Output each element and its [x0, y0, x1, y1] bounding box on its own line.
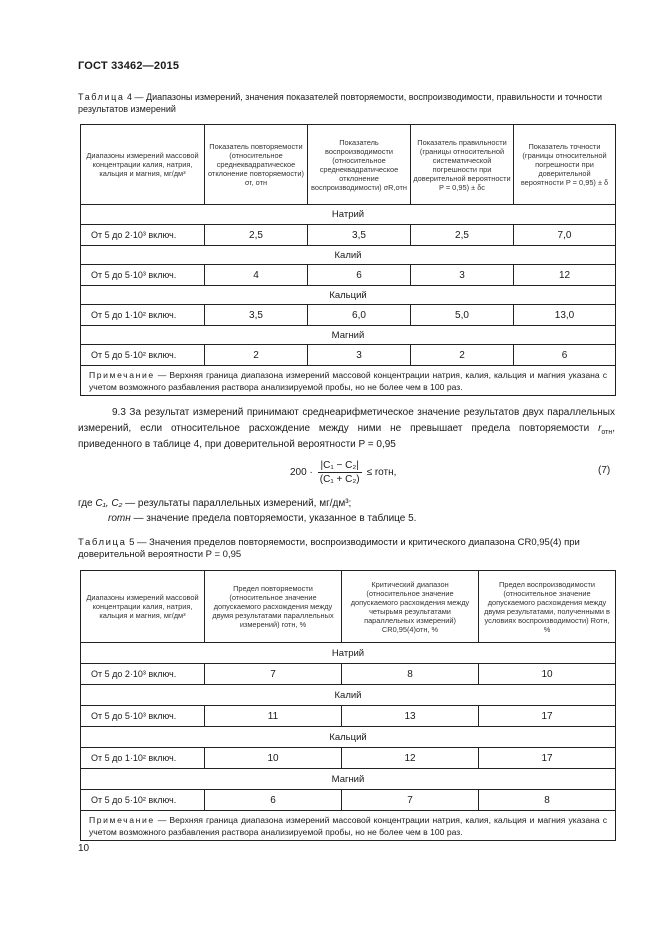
table5-note — [81, 811, 616, 841]
table4-note-text: — Верхняя граница диапазона измерений массовой концентрации натрия, калия, кальция и магния указана с учетом возможного разбавления раствора анализируемой пробы, но не более чем в 100 раз. — [89, 369, 607, 392]
table4-col-reproducibility: Показатель воспроизводимости (относительное среднеквадратическое отклонение воспроизводимости) σR,отн — [308, 125, 411, 205]
table5-cell: 11 — [205, 706, 342, 727]
table4-col-repeatability: Показатель повторяемости (относительное среднеквадратическое отклонение повторяемости) σr, отн — [205, 125, 308, 205]
table4-cell: 2 — [205, 345, 308, 366]
table4-group-calcium: Кальций — [81, 286, 616, 305]
table4-cell: 2 — [411, 345, 514, 366]
table4-group-sodium: Натрий — [81, 205, 616, 225]
formula-fraction — [317, 460, 363, 485]
table5-label: Таблица — [78, 537, 127, 548]
paragraph-line2: , приведенного в таблице 4, при доверительной вероятности P = 0,95 — [78, 423, 615, 450]
table5-cell: 17 — [479, 748, 616, 769]
table-row — [81, 305, 616, 326]
table5-col-reproducibility-limit: Предел воспроизводимости (относительное значение допускаемого расхождения между двумя результатами, полученными в условиях воспроизводимости) Rотн, % — [479, 571, 616, 643]
table4-range-cell: От 5 до 5·10² включ. — [81, 345, 205, 366]
table5-cell: 13 — [342, 706, 479, 727]
where-symbol-c: C₁, C₂ — [95, 498, 123, 509]
table4-cell: 2,5 — [411, 225, 514, 246]
table4-note-label: Примечание — [89, 369, 155, 380]
table4-range-cell: От 5 до 2·10³ включ. — [81, 225, 205, 246]
paragraph-line1: 9.3 За результат измерений принимают среднеарифметическое значение результатов двух параллельных измерений, если относительное расхождение между ними не превышает предела повторяемости — [78, 407, 615, 434]
where-block — [78, 496, 416, 526]
table5-range-cell: От 5 до 2·10³ включ. — [81, 664, 205, 685]
table4-group-magnesium: Магний — [81, 326, 616, 345]
table5-caption-text: 5 — Значения пределов повторяемости, воспроизводимости и критического диапазона CR0,95(4) при доверительной вероятности P = 0,95 — [78, 537, 580, 560]
table5-cell: 12 — [342, 748, 479, 769]
table5-range-cell: От 5 до 1·10² включ. — [81, 748, 205, 769]
where-symbol-r: rотн — [108, 513, 131, 524]
table4-label: Таблица — [78, 92, 125, 102]
formula-numerator: |C₁ − C₂| — [318, 460, 362, 473]
table4-caption — [78, 91, 616, 115]
table4-cell: 6,0 — [308, 305, 411, 326]
table-row — [81, 265, 616, 286]
table5-group-sodium: Натрий — [81, 643, 616, 664]
table5-cell: 6 — [205, 790, 342, 811]
table5-col-critical-range: Критический диапазон (относительное значение допускаемого расхождения между четырьмя результатами параллельных измерений) CR0,95(4)отн, % — [342, 571, 479, 643]
table4-note — [81, 366, 616, 396]
table4-col-range: Диапазоны измерений массовой концентрации калия, натрия, кальция и магния, мг/дм³ — [81, 125, 205, 205]
table-row — [81, 748, 616, 769]
table4-cell: 3 — [411, 265, 514, 286]
table5 — [80, 570, 616, 841]
table4-cell: 12 — [514, 265, 616, 286]
table4-header-row — [81, 125, 616, 205]
table4-cell: 3,5 — [205, 305, 308, 326]
table5-cell: 7 — [342, 790, 479, 811]
where-label: где — [78, 498, 93, 509]
table4-cell: 13,0 — [514, 305, 616, 326]
table4 — [80, 124, 616, 396]
table4-cell: 3 — [308, 345, 411, 366]
formula-rhs: ≤ rотн, — [366, 466, 397, 478]
table-row — [81, 790, 616, 811]
table5-note-label: Примечание — [89, 814, 155, 825]
table4-cell: 6 — [514, 345, 616, 366]
table5-range-cell: От 5 до 5·10³ включ. — [81, 706, 205, 727]
where-text-c: — результаты параллельных измерений, мг/дм³; — [125, 498, 352, 509]
r-subscript: отн — [601, 429, 613, 436]
table4-cell: 4 — [205, 265, 308, 286]
table5-caption — [78, 537, 616, 561]
table4-range-cell: От 5 до 5·10³ включ. — [81, 265, 205, 286]
table4-col-trueness: Показатель правильности (границы относительной систематической погрешности при доверительной вероятности P = 0,95) ± δc — [411, 125, 514, 205]
formula-7 — [290, 455, 396, 489]
formula-coef: 200 · — [290, 466, 313, 478]
formula-denominator: (C₁ + C₂) — [319, 473, 360, 485]
table-row — [81, 706, 616, 727]
table5-range-cell: От 5 до 5·10² включ. — [81, 790, 205, 811]
table5-cell: 8 — [479, 790, 616, 811]
table-row — [81, 225, 616, 246]
table5-header-row — [81, 571, 616, 643]
r-symbol: r — [598, 423, 602, 434]
where-text-r: — значение предела повторяемости, указанное в таблице 5. — [133, 513, 417, 524]
table-row — [81, 345, 616, 366]
table4-range-cell: От 5 до 1·10² включ. — [81, 305, 205, 326]
table4-cell: 6 — [308, 265, 411, 286]
table5-cell: 8 — [342, 664, 479, 685]
formula-number: (7) — [598, 465, 611, 476]
table5-col-range: Диапазоны измерений массовой концентрации калия, натрия, кальция и магния, мг/дм³ — [81, 571, 205, 643]
table4-caption-text: 4 — Диапазоны измерений, значения показателей повторяемости, воспроизводимости, правильности и точности результатов измерений — [78, 92, 602, 114]
document-header: ГОСТ 33462—2015 — [78, 60, 180, 72]
table5-cell: 10 — [479, 664, 616, 685]
table5-group-calcium: Кальций — [81, 727, 616, 748]
paragraph-9-3 — [78, 405, 615, 453]
table5-cell: 17 — [479, 706, 616, 727]
table5-group-potassium: Калий — [81, 685, 616, 706]
table4-cell: 5,0 — [411, 305, 514, 326]
page-number: 10 — [78, 843, 90, 854]
table5-group-magnesium: Магний — [81, 769, 616, 790]
table5-cell: 10 — [205, 748, 342, 769]
table4-cell: 2,5 — [205, 225, 308, 246]
table4-cell: 3,5 — [308, 225, 411, 246]
table5-col-repeatability-limit: Предел повторяемости (относительное значение допускаемого расхождения между двумя результатами параллельных измерений) rотн, % — [205, 571, 342, 643]
table4-group-potassium: Калий — [81, 246, 616, 265]
table5-cell: 7 — [205, 664, 342, 685]
table-row — [81, 664, 616, 685]
table4-col-accuracy: Показатель точности (границы относительной погрешности при доверительной вероятности P = 0,95) ± δ — [514, 125, 616, 205]
table4-cell: 7,0 — [514, 225, 616, 246]
table5-note-text: — Верхняя граница диапазона измерений массовой концентрации натрия, калия, кальция и магния указана с учетом возможного разбавления раствора анализируемой пробы, но не более чем в 100 раз. — [89, 814, 607, 837]
